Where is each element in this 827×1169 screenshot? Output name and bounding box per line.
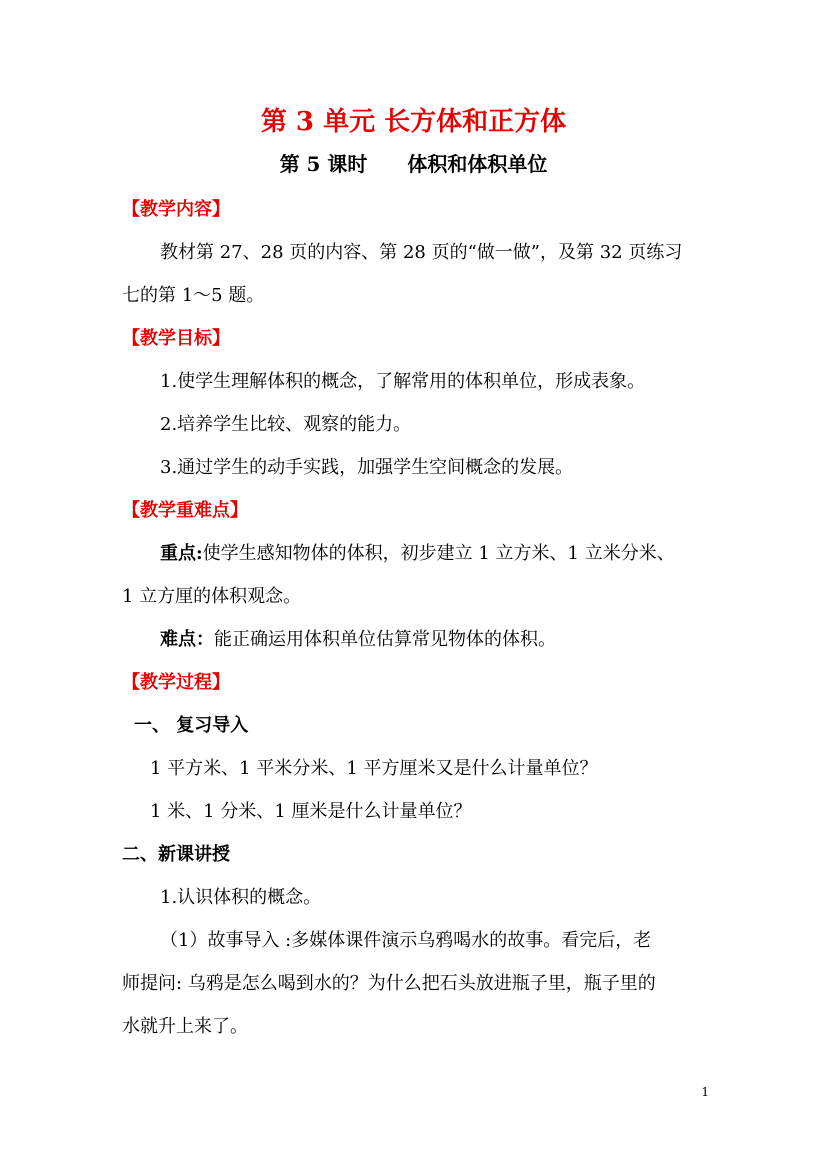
step1-question-1: 1 平方米、1 平米分米、1 平方厘米又是什么计量单位？	[150, 758, 598, 779]
key-label: 重点:	[160, 543, 203, 564]
key-text: 使学生感知物体的体积，初步建立 1 立方米、1 立米分米、	[202, 543, 675, 564]
difficult-label: 难点：	[160, 629, 214, 650]
page-number: 1	[701, 1085, 709, 1099]
lesson-number: 第 5 课时	[279, 152, 368, 176]
key-point-line2: 1 立方厘的体积观念。	[122, 586, 302, 607]
goal-item-1: 1.使学生理解体积的概念，了解常用的体积单位，形成表象。	[160, 371, 646, 392]
step2-item-1: 1.认识体积的概念。	[160, 887, 322, 908]
step2-paragraph-line3: 水就升上来了。	[122, 1016, 248, 1037]
key-point-line1	[160, 542, 675, 566]
goal-item-2: 2.培养学生比较、观察的能力。	[160, 414, 412, 435]
keypoints-heading: 【教学重难点】	[122, 500, 248, 521]
goals-heading: 【教学目标】	[122, 328, 230, 349]
step2-paragraph-line1: （1）故事导入 :多媒体课件演示乌鸦喝水的故事。看完后，老	[160, 930, 652, 951]
content-text-line2: 七的第 1～5 题。	[122, 285, 265, 306]
unit-title: 第 3 单元 长方体和正方体	[260, 107, 567, 137]
step1-heading: 一、 复习导入	[134, 715, 249, 736]
step2-paragraph-line2: 师提问: 乌鸦是怎么喝到水的？为什么把石头放进瓶子里，瓶子里的	[122, 973, 656, 994]
step2-heading: 二、新课讲授	[122, 844, 230, 865]
goal-item-3: 3.通过学生的动手实践，加强学生空间概念的发展。	[160, 457, 574, 478]
lesson-subtitle	[0, 150, 827, 178]
process-heading: 【教学过程】	[122, 672, 230, 693]
content-heading: 【教学内容】	[122, 199, 230, 220]
content-text-line1: 教材第 27、28 页的内容、第 28 页的“做一做”，及第 32 页练习	[160, 242, 683, 263]
step1-question-2: 1 米、1 分米、1 厘米是什么计量单位？	[150, 801, 472, 822]
difficult-text: 能正确运用体积单位估算常见物体的体积。	[214, 629, 556, 650]
lesson-topic: 体积和体积单位	[407, 152, 548, 176]
difficult-point	[160, 628, 556, 652]
